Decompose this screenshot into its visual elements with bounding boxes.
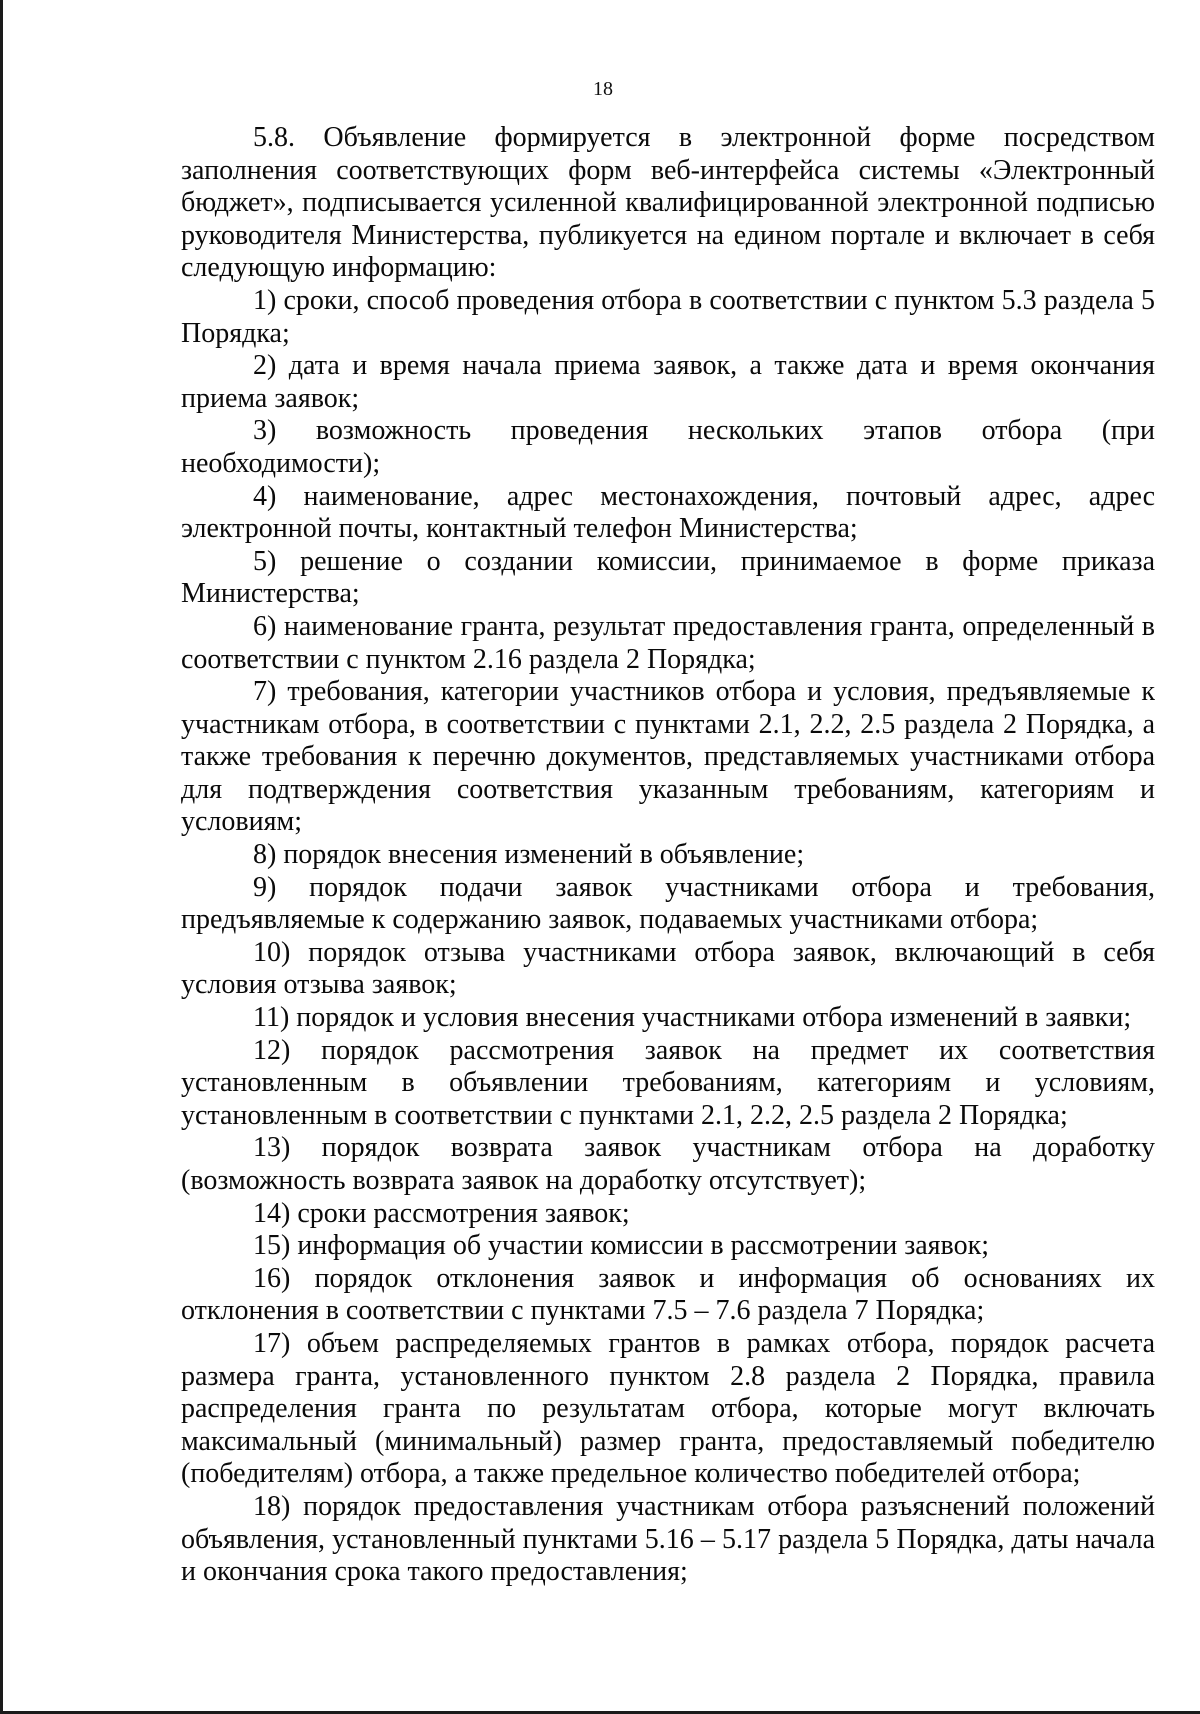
list-item-10: 10) порядок отзыва участниками отбора заявок, включающий в себя условия отзыва заявок; bbox=[181, 936, 1155, 1001]
list-item-18: 18) порядок предоставления участникам отбора разъяснений положений объявления, установленный пунктами 5.16 – 5.17 раздела 5 Порядка, даты начала и окончания срока такого предоставления; bbox=[181, 1490, 1155, 1588]
list-item-8: 8) порядок внесения изменений в объявление; bbox=[253, 839, 805, 871]
list-item-11: 11) порядок и условия внесения участниками отбора изменений в заявки; bbox=[253, 1002, 1132, 1034]
list-item-5: 5) решение о создании комиссии, принимаемое в форме приказа Министерства; bbox=[181, 545, 1155, 610]
list-item-9: 9) порядок подачи заявок участниками отбора и требования, предъявляемые к содержанию заявок, подаваемых участниками отбора; bbox=[181, 871, 1155, 936]
list-item-4: 4) наименование, адрес местонахождения, почтовый адрес, адрес электронной почты, контактный телефон Министерства; bbox=[181, 480, 1155, 545]
list-item-2: 2) дата и время начала приема заявок, а также дата и время окончания приема заявок; bbox=[181, 350, 1155, 414]
list-item-12: 12) порядок рассмотрения заявок на предмет их соответствия установленным в объявлении требованиям, категориям и условиям, установленным в соответствии с пунктами 2.1, 2.2, 2.5 раздела 2 Порядка; bbox=[181, 1034, 1155, 1131]
list-item-16: 16) порядок отклонения заявок и информация об основаниях их отклонения в соответствии с пунктами 7.5 – 7.6 раздела 7 Порядка; bbox=[181, 1262, 1155, 1327]
document-body bbox=[181, 122, 1155, 1589]
page-number: 18 bbox=[593, 78, 613, 100]
list-item-14: 14) сроки рассмотрения заявок; bbox=[253, 1197, 630, 1229]
paragraph-5-8: 5.8. Объявление формируется в электронной форме посредством заполнения соответствующих форм веб-интерфейса системы «Электронный бюджет», подписывается усиленной квалифицированной электронной подписью руководителя Министерства, публикуется на едином портале и включает в себя следующую информацию: bbox=[181, 122, 1155, 284]
list-item-15: 15) информация об участии комиссии в рассмотрении заявок; bbox=[253, 1230, 989, 1262]
list-item-6: 6) наименование гранта, результат предоставления гранта, определенный в соответствии с пунктом 2.16 раздела 2 Порядка; bbox=[181, 610, 1155, 675]
list-item-1: 1) сроки, способ проведения отбора в соответствии с пунктом 5.3 раздела 5 Порядка; bbox=[181, 284, 1155, 349]
list-item-7: 7) требования, категории участников отбора и условия, предъявляемые к участникам отбора, в соответствии с пунктами 2.1, 2.2, 2.5 раздела 2 Порядка, а также требования к перечню документов, представляемых участниками отбора для подтверждения соответствия указанным требованиям, категориям и условиям; bbox=[181, 676, 1155, 838]
list-item-13: 13) порядок возврата заявок участникам отбора на доработку (возможность возврата заявок на доработку отсутствует); bbox=[181, 1132, 1155, 1196]
list-item-17: 17) объем распределяемых грантов в рамках отбора, порядок расчета размера гранта, установленного пунктом 2.8 раздела 2 Порядка, правила распределения гранта по результатам отбора, которые могут включать максимальный (минимальный) размер гранта, предоставляемый победителю (победителям) отбора, а также предельное количество победителей отбора; bbox=[181, 1327, 1155, 1490]
list-item-3: 3) возможность проведения нескольких этапов отбора (при необходимости); bbox=[181, 415, 1155, 479]
